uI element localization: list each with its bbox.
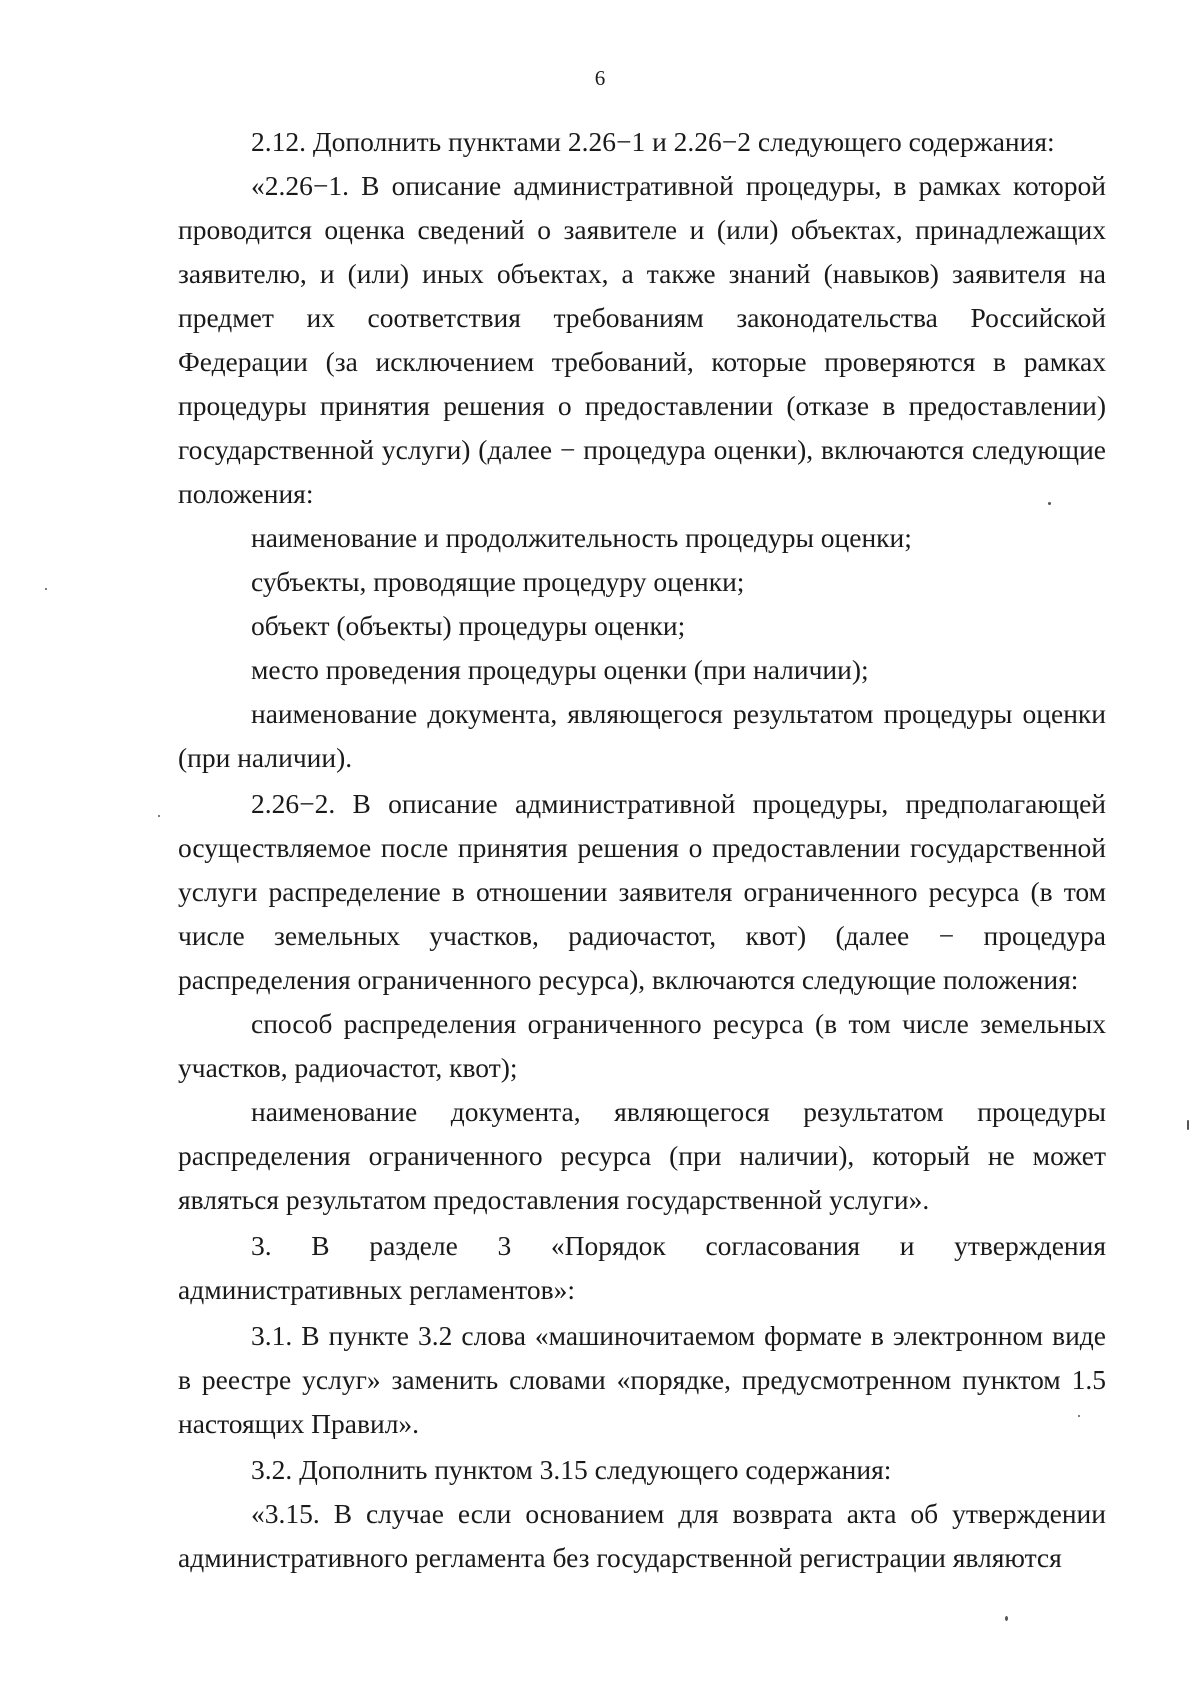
document-body <box>178 120 1106 1580</box>
paragraph-3-2: 3.2. Дополнить пунктом 3.15 следующего содержания: <box>251 1454 892 1485</box>
list-item-document-name: наименование документа, являющегося результатом процедуры оценки (при наличии). <box>178 698 1106 773</box>
list-item-place: место проведения процедуры оценки (при наличии); <box>251 654 869 685</box>
paragraph-3-1: 3.1. В пункте 3.2 слова «машиночитаемом формате в электронном виде в реестре услуг» заменить словами «порядке, предусмотренном пунктом 1.5 настоящих Правил». <box>178 1320 1106 1439</box>
list-item-distribution-method: способ распределения ограниченного ресурса (в том числе земельных участков, радиочастот, квот); <box>178 1008 1106 1083</box>
paragraph-2-12: 2.12. Дополнить пунктами 2.26−1 и 2.26−2 следующего содержания: <box>251 126 1055 157</box>
list-item-name-duration: наименование и продолжительность процедуры оценки; <box>251 522 912 553</box>
scan-speck <box>158 815 160 817</box>
scan-speck <box>1078 1415 1080 1417</box>
scan-speck <box>1048 502 1051 505</box>
list-item-objects: объект (объекты) процедуры оценки; <box>251 610 686 641</box>
paragraph-2-26-2: 2.26−2. В описание административной процедуры, предполагающей осуществляемое после принятия решения о предоставлении государственной услуги распределение в отношении заявителя ограниченного ресурса (в том числе земельных участков, радиочастот, квот) (далее − процедура распределения ограниченного ресурса), включаются следующие положения: <box>178 788 1106 995</box>
scan-speck <box>1187 1120 1189 1130</box>
list-item-subjects: субъекты, проводящие процедуру оценки; <box>251 566 745 597</box>
scan-speck <box>45 588 47 590</box>
list-item-distribution-document: наименование документа, являющегося результатом процедуры распределения ограниченного ресурса (при наличии), который не может являться результатом предоставления государственной услуги». <box>178 1096 1106 1215</box>
paragraph-2-26-1: «2.26−1. В описание административной процедуры, в рамках которой проводится оценка сведений о заявителе и (или) объектах, принадлежащих заявителю, и (или) иных объектах, а также знаний (навыков) заявителя на предмет их соответствия требованиям законодательства Российской Федерации (за исключением требований, которые проверяются в рамках процедуры принятия решения о предоставлении (отказе в предоставлении) государственной услуги) (далее − процедура оценки), включаются следующие положения: <box>178 170 1106 509</box>
page-number: 6 <box>594 66 606 90</box>
scan-speck <box>1005 1616 1008 1621</box>
paragraph-section-3: 3. В разделе 3 «Порядок согласования и утверждения административных регламентов»: <box>178 1230 1106 1305</box>
paragraph-3-15: «3.15. В случае если основанием для возврата акта об утверждении административного регламента без государственной регистрации являются <box>178 1498 1106 1573</box>
